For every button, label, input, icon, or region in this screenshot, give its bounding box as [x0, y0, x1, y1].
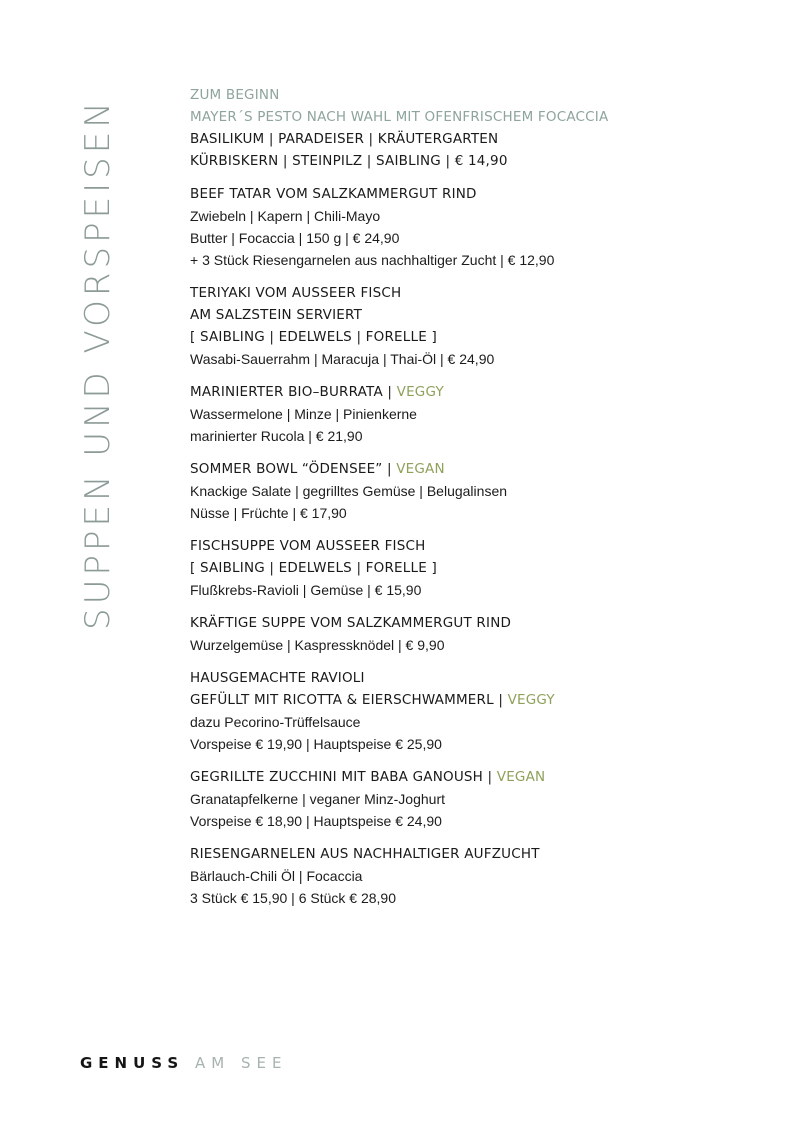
item-title: HAUSGEMACHTE RAVIOLI — [190, 670, 365, 686]
menu-item — [190, 843, 750, 909]
item-title: GEGRILLTE ZUCCHINI MIT BABA GANOUSH | — [190, 769, 493, 785]
item-title: SOMMER BOWL “ÖDENSEE” | — [190, 461, 392, 477]
intro-line: BASILIKUM | PARADEISER | KRÄUTERGARTEN — [190, 131, 499, 147]
diet-tag: VEGGY — [396, 384, 444, 400]
menu-item — [190, 667, 750, 755]
item-title: KRÄFTIGE SUPPE VOM SALZKAMMERGUT RIND — [190, 615, 512, 631]
item-title-row — [190, 689, 750, 711]
menu-item — [190, 282, 750, 370]
item-desc: dazu Pecorino-Trüffelsauce — [190, 714, 361, 730]
item-desc: marinierter Rucola | € 21,90 — [190, 428, 363, 444]
item-title: BEEF TATAR VOM SALZKAMMERGUT RIND — [190, 186, 477, 202]
diet-tag: VEGGY — [507, 692, 555, 708]
brand-strong: GENUSS — [80, 1054, 185, 1072]
item-desc: 3 Stück € 15,90 | 6 Stück € 28,90 — [190, 890, 396, 906]
item-title-row — [190, 381, 750, 403]
item-title-row — [190, 766, 750, 788]
item-title: GEFÜLLT MIT RICOTTA & EIERSCHWAMMERL | — [190, 692, 504, 708]
item-title: AM SALZSTEIN SERVIERT — [190, 307, 363, 323]
intro-subheading: MAYER´S PESTO NACH WAHL MIT OFENFRISCHEM FOCACCIA — [190, 109, 609, 125]
item-desc: Granatapfelkerne | veganer Minz-Joghurt — [190, 791, 445, 807]
menu-item — [190, 381, 750, 447]
item-desc: + 3 Stück Riesengarnelen aus nachhaltiger Zucht | € 12,90 — [190, 252, 555, 268]
menu-item — [190, 535, 750, 601]
footer-brand — [80, 1054, 287, 1072]
item-desc: Flußkrebs-Ravioli | Gemüse | € 15,90 — [190, 582, 422, 598]
menu-item — [190, 183, 750, 271]
menu-item — [190, 612, 750, 656]
item-desc: Wassermelone | Minze | Pinienkerne — [190, 406, 417, 422]
item-desc: Zwiebeln | Kapern | Chili-Mayo — [190, 208, 381, 224]
item-title: [ SAIBLING | EDELWELS | FORELLE ] — [190, 560, 437, 576]
intro-line: KÜRBISKERN | STEINPILZ | SAIBLING | € 14,90 — [190, 153, 508, 169]
section-side-title: SUPPEN UND VORSPEISEN — [78, 98, 118, 630]
item-desc: Nüsse | Früchte | € 17,90 — [190, 505, 347, 521]
menu-item-intro — [190, 84, 750, 172]
item-title: MARINIERTER BIO–BURRATA | — [190, 384, 393, 400]
item-title: FISCHSUPPE VOM AUSSEER FISCH — [190, 538, 426, 554]
item-desc: Bärlauch-Chili Öl | Focaccia — [190, 868, 363, 884]
item-title: RIESENGARNELEN AUS NACHHALTIGER AUFZUCHT — [190, 846, 540, 862]
item-title: [ SAIBLING | EDELWELS | FORELLE ] — [190, 329, 437, 345]
diet-tag: VEGAN — [396, 461, 445, 477]
item-title: TERIYAKI VOM AUSSEER FISCH — [190, 285, 402, 301]
brand-light: AM SEE — [195, 1054, 288, 1072]
diet-tag: VEGAN — [496, 769, 546, 785]
item-desc: Knackige Salate | gegrilltes Gemüse | Belugalinsen — [190, 483, 508, 499]
menu-item — [190, 766, 750, 832]
menu-item — [190, 458, 750, 524]
item-desc: Wasabi-Sauerrahm | Maracuja | Thai-Öl | € 24,90 — [190, 351, 495, 367]
intro-heading: ZUM BEGINN — [190, 87, 280, 103]
menu-list — [190, 84, 750, 920]
item-desc: Wurzelgemüse | Kaspressknödel | € 9,90 — [190, 637, 445, 653]
item-title-row — [190, 458, 750, 480]
item-desc: Vorspeise € 18,90 | Hauptspeise € 24,90 — [190, 813, 442, 829]
item-desc: Butter | Focaccia | 150 g | € 24,90 — [190, 230, 400, 246]
item-desc: Vorspeise € 19,90 | Hauptspeise € 25,90 — [190, 736, 442, 752]
